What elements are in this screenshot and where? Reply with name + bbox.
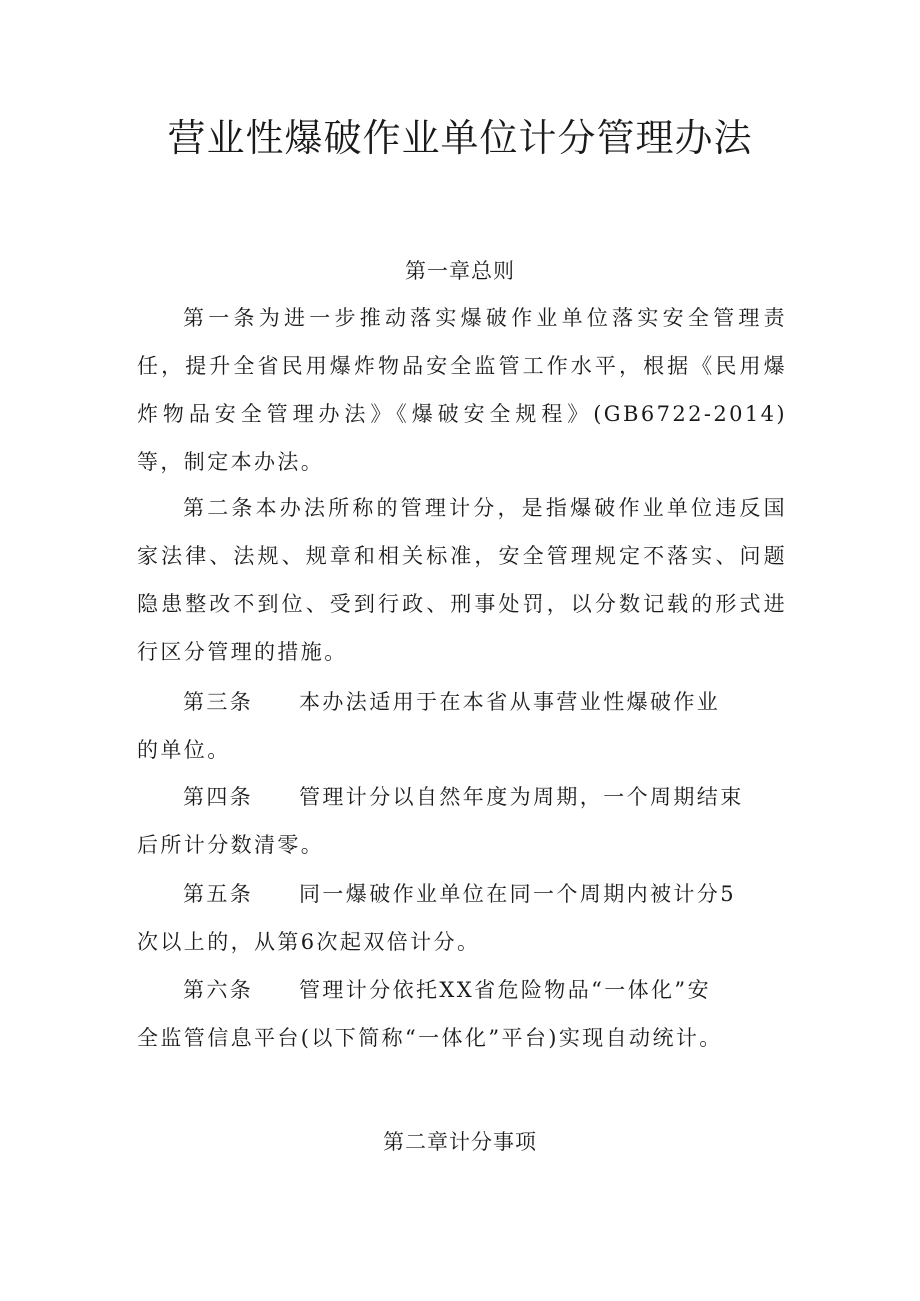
article-6 bbox=[137, 966, 757, 1062]
article-3-label: 第三条 bbox=[183, 690, 254, 714]
article-6-label: 第六条 bbox=[183, 978, 254, 1002]
document-title: 营业性爆破作业单位计分管理办法 bbox=[167, 116, 753, 160]
article-4 bbox=[137, 773, 757, 869]
article-6-line-2: 全监管信息平台(以下简称“一体化”平台)实现自动统计。 bbox=[137, 1026, 723, 1050]
article-4-label: 第四条 bbox=[183, 785, 254, 809]
article-5-line-2: 次以上的，从第6次起双倍计分。 bbox=[137, 930, 481, 954]
article-5-text: 同一爆破作业单位在同一个周期内被计分5 bbox=[299, 882, 736, 906]
article-3 bbox=[137, 678, 757, 774]
article-6-line-1 bbox=[137, 966, 757, 1014]
chapter-2-heading: 第二章计分事项 bbox=[383, 1130, 537, 1154]
chapter-1-heading: 第一章总则 bbox=[405, 259, 515, 283]
article-5-label: 第五条 bbox=[183, 882, 254, 906]
article-5 bbox=[137, 870, 757, 966]
article-1: 第一条为进一步推动落实爆破作业单位落实安全管理责任，提升全省民用爆炸物品安全监管工作水平，根据《民用爆炸物品安全管理办法》《爆破安全规程》(GB6722-2014)等，制定本办法。 bbox=[137, 306, 787, 474]
article-5-line-1 bbox=[137, 870, 757, 918]
article-4-line-2: 后所计分数清零。 bbox=[137, 833, 325, 857]
article-6-text: 管理计分依托XX省危险物品“一体化”安 bbox=[299, 978, 711, 1002]
article-4-text: 管理计分以自然年度为周期，一个周期结束 bbox=[299, 785, 744, 809]
article-2: 第二条本办法所称的管理计分，是指爆破作业单位违反国家法律、法规、规章和相关标准，安全管理规定不落实、问题隐患整改不到位、受到行政、刑事处罚，以分数记载的形式进行区分管理的措施。 bbox=[137, 496, 787, 664]
article-4-line-1 bbox=[137, 773, 757, 821]
article-3-text: 本办法适用于在本省从事营业性爆破作业 bbox=[299, 690, 721, 714]
article-3-line-1 bbox=[137, 678, 757, 726]
article-3-line-2: 的单位。 bbox=[137, 738, 231, 762]
